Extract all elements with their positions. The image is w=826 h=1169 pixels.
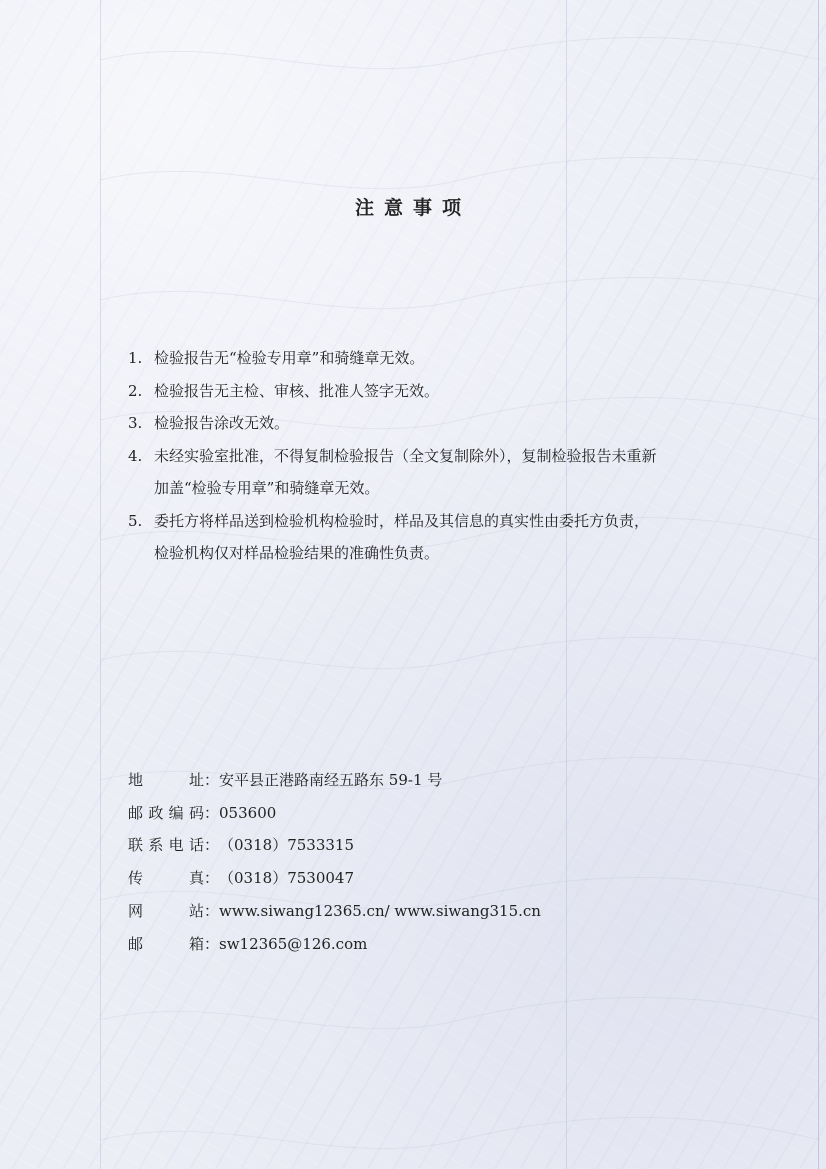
contact-colon: ： <box>204 901 220 920</box>
note-text <box>154 440 728 505</box>
contact-label: 联系电话 <box>128 836 204 855</box>
contact-block <box>128 764 688 960</box>
contact-colon: ： <box>204 869 220 888</box>
security-pattern-watermark <box>100 0 820 1169</box>
contact-value: （0318）7533315 <box>219 836 354 855</box>
contact-label: 传真 <box>128 869 204 888</box>
note-number: 4. <box>128 446 143 465</box>
contact-label: 邮政编码 <box>128 803 204 822</box>
note-number: 2. <box>128 381 143 400</box>
email-link[interactable]: sw12365@126.com <box>219 934 368 953</box>
contact-colon: ： <box>204 934 220 953</box>
note-item <box>128 375 728 408</box>
note-number: 5. <box>128 511 143 530</box>
contact-website <box>128 895 688 928</box>
note-item <box>128 342 728 375</box>
contact-label: 地址 <box>128 771 204 789</box>
note-line: 检验报告涂改无效。 <box>154 414 290 432</box>
fold-line-right <box>818 0 819 1169</box>
note-number: 3. <box>128 414 143 432</box>
note-text <box>154 375 728 408</box>
fold-line-left <box>100 0 101 1169</box>
note-item <box>128 407 728 440</box>
note-line: 委托方将样品送到检验机构检验时，样品及其信息的真实性由委托方负责， <box>154 511 650 530</box>
contact-value: （0318）7530047 <box>219 869 354 888</box>
contact-label: 网站 <box>128 901 204 920</box>
contact-phone <box>128 829 688 862</box>
note-item <box>128 505 728 570</box>
fold-line-middle <box>566 0 567 1169</box>
page-title: 注意事项 <box>354 197 471 219</box>
note-number: 1. <box>128 349 143 367</box>
note-text <box>154 407 728 440</box>
contact-postcode <box>128 797 688 830</box>
contact-email <box>128 928 688 961</box>
website-link[interactable]: www.siwang12365.cn/ www.siwang315.cn <box>219 901 541 920</box>
contact-colon: ： <box>204 803 220 822</box>
notes-list <box>128 342 728 570</box>
note-line: 未经实验室批准，不得复制检验报告（全文复制除外），复制检验报告未重新 <box>154 446 657 465</box>
note-text <box>154 342 728 375</box>
contact-label: 邮箱 <box>128 934 204 953</box>
note-line: 检验报告无主检、审核、批准人签字无效。 <box>154 381 440 400</box>
note-line: 检验报告无“检验专用章”和骑缝章无效。 <box>154 349 425 367</box>
contact-value: 安平县正港路南经五路东 59-1 号 <box>219 771 443 789</box>
note-text <box>154 505 728 570</box>
contact-address <box>128 764 688 797</box>
contact-fax <box>128 862 688 895</box>
note-item <box>128 440 728 505</box>
contact-value: 053600 <box>219 803 277 822</box>
note-line: 检验机构仅对样品检验结果的准确性负责。 <box>154 544 440 562</box>
contact-colon: ： <box>204 771 220 789</box>
note-line: 加盖“检验专用章”和骑缝章无效。 <box>154 479 380 497</box>
contact-colon: ： <box>204 836 220 855</box>
